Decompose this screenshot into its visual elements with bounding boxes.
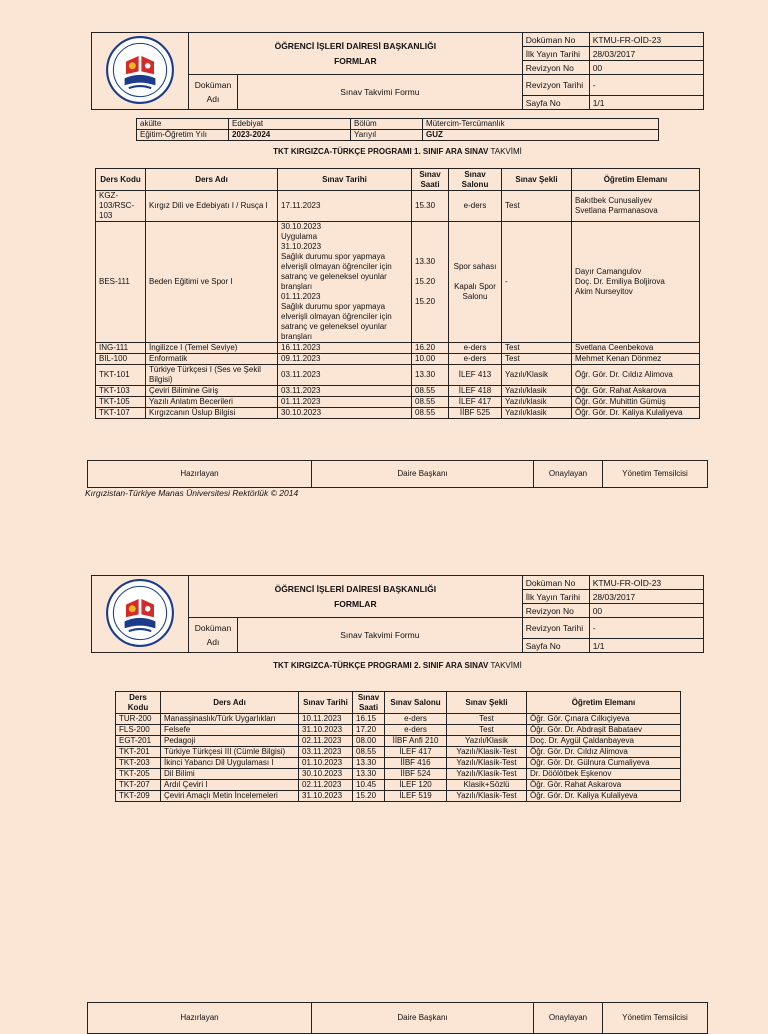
table-cell: 30.10.2023 bbox=[299, 769, 353, 780]
table-cell: Dil Bilimi bbox=[161, 769, 299, 780]
table-cell: 16.15 bbox=[353, 714, 385, 725]
table-cell: - bbox=[502, 222, 572, 343]
table-cell: 02.11.2023 bbox=[299, 736, 353, 747]
table-cell: Yazılı/Klasik bbox=[502, 365, 572, 386]
table-cell: e-ders bbox=[385, 714, 447, 725]
table-cell: Doç. Dr. Aygül Çaldanbayeva bbox=[527, 736, 681, 747]
table-cell: Test bbox=[502, 343, 572, 354]
table-row bbox=[116, 714, 681, 725]
table-row bbox=[116, 791, 681, 802]
column-header: Ders Kodu bbox=[96, 169, 146, 191]
table-cell: İLEF 417 bbox=[449, 397, 502, 408]
table-cell: 02.11.2023 bbox=[299, 780, 353, 791]
doc-name-label-2: Adı bbox=[206, 94, 220, 104]
table-cell: TKT-209 bbox=[116, 791, 161, 802]
sig-approved: Onaylayan bbox=[534, 461, 603, 488]
doc-name: Sınav Takvimi Formu bbox=[238, 618, 523, 653]
column-header: Sınav Tarihi bbox=[299, 692, 353, 714]
sig-representative: Yönetim Temsilcisi bbox=[603, 1003, 708, 1034]
faculty-label: akülte bbox=[137, 119, 229, 130]
table-cell: 10.45 bbox=[353, 780, 385, 791]
dept-value: Mütercim-Tercümanlık bbox=[423, 119, 659, 130]
table-row bbox=[96, 408, 700, 419]
table-cell: Öğr. Gör. Dr. Kaliya Kulaliyeva bbox=[527, 791, 681, 802]
table-row bbox=[96, 365, 700, 386]
table-cell: Öğr. Gör. Dr. Cıldız Alimova bbox=[572, 365, 700, 386]
semester-label: Yarıyıl bbox=[351, 130, 423, 141]
table-cell: 13.30 15.20 15.20 bbox=[412, 222, 449, 343]
column-header: Öğretim Elemanı bbox=[527, 692, 681, 714]
column-header: Ders Adı bbox=[146, 169, 278, 191]
table-cell: Dayır Camangulov Doç. Dr. Emiliya Boljirova Akim Nurseyitov bbox=[572, 222, 700, 343]
table-cell: Test bbox=[502, 191, 572, 222]
table-cell: Pedagoji bbox=[161, 736, 299, 747]
sig-prepared: Hazırlayan bbox=[88, 461, 312, 488]
table-cell: Yazılı/Klasik-Test bbox=[447, 791, 527, 802]
meta-label: İlk Yayın Tarihi bbox=[522, 590, 589, 604]
table-cell: Yazılı/Klasik-Test bbox=[447, 758, 527, 769]
faculty-value: Edebiyat bbox=[229, 119, 351, 130]
table-cell: Çeviri Bilimine Giriş bbox=[146, 386, 278, 397]
table-cell: 13.30 bbox=[412, 365, 449, 386]
meta-label: Sayfa No bbox=[522, 96, 589, 110]
table-header-row bbox=[116, 692, 681, 714]
table-cell: 31.10.2023 bbox=[299, 725, 353, 736]
table-cell: Yazılı/klasik bbox=[502, 397, 572, 408]
org-name: ÖĞRENCİ İŞLERİ DAİRESİ BAŞKANLIĞI bbox=[274, 41, 437, 51]
section1-title-bold: TKT KIRGIZCA-TÜRKÇE PROGRAMI 1. SINIF ARA SINAV bbox=[273, 147, 489, 156]
signature-table-1 bbox=[87, 460, 708, 488]
column-header: Sınav Şekli bbox=[447, 692, 527, 714]
meta-value: 28/03/2017 bbox=[589, 590, 703, 604]
table-cell: e-ders bbox=[449, 191, 502, 222]
table-cell: TKT-105 bbox=[96, 397, 146, 408]
table-cell: TKT-207 bbox=[116, 780, 161, 791]
table-cell: BES-111 bbox=[96, 222, 146, 343]
meta-label: Sayfa No bbox=[522, 639, 589, 653]
table-cell: 09.11.2023 bbox=[278, 354, 412, 365]
table-cell: 03.11.2023 bbox=[299, 747, 353, 758]
column-header: Sınav Salonu bbox=[449, 169, 502, 191]
table-cell: 01.10.2023 bbox=[299, 758, 353, 769]
meta-value: KTMU-FR-OİD-23 bbox=[589, 576, 703, 590]
table-cell: ING-111 bbox=[96, 343, 146, 354]
meta-label: Doküman No bbox=[522, 576, 589, 590]
column-header: Ders Kodu bbox=[116, 692, 161, 714]
year-label: Eğitim-Öğretim Yılı bbox=[137, 130, 229, 141]
table-cell: Klasik+Sözlü bbox=[447, 780, 527, 791]
table-cell: 08.55 bbox=[412, 397, 449, 408]
table-cell: TKT-103 bbox=[96, 386, 146, 397]
section1-title bbox=[91, 147, 704, 156]
table-row bbox=[116, 725, 681, 736]
section2-title-bold: TKT KIRGIZCA-TÜRKÇE PROGRAMI 2. SINIF ARA SINAV bbox=[273, 661, 489, 670]
meta-value: 28/03/2017 bbox=[589, 47, 703, 61]
table-cell: TKT-201 bbox=[116, 747, 161, 758]
table-row bbox=[96, 343, 700, 354]
table-cell: EGT-201 bbox=[116, 736, 161, 747]
table-row bbox=[96, 191, 700, 222]
table-cell: 13.30 bbox=[353, 758, 385, 769]
table-cell: 10.00 bbox=[412, 354, 449, 365]
semester-value: GUZ bbox=[423, 130, 659, 141]
table-cell: Yazılı/klasik bbox=[502, 386, 572, 397]
table-cell: Kırgız Dili ve Edebiyatı I / Rusça I bbox=[146, 191, 278, 222]
column-header: Sınav Saati bbox=[353, 692, 385, 714]
table-cell: 16.20 bbox=[412, 343, 449, 354]
table-cell: İLEF 413 bbox=[449, 365, 502, 386]
table-cell: Yazılı/klasik bbox=[502, 408, 572, 419]
table-row bbox=[96, 222, 700, 343]
doc-name-label bbox=[189, 75, 238, 110]
section1-title-suffix: TAKVİMİ bbox=[488, 147, 522, 156]
table-cell: İLEF 120 bbox=[385, 780, 447, 791]
table-row bbox=[96, 386, 700, 397]
table-cell: Öğr. Gör. Dr. Gülnura Cumaliyeva bbox=[527, 758, 681, 769]
table-cell: 08.55 bbox=[412, 408, 449, 419]
table-cell: TKT-205 bbox=[116, 769, 161, 780]
table-cell: 08.55 bbox=[353, 747, 385, 758]
university-logo-icon bbox=[105, 35, 175, 105]
section2-title bbox=[91, 661, 704, 670]
table-cell: 15.30 bbox=[412, 191, 449, 222]
sig-head: Daire Başkanı bbox=[312, 1003, 534, 1034]
table-cell: 03.11.2023 bbox=[278, 386, 412, 397]
form-header-1 bbox=[91, 32, 704, 110]
doc-name-label bbox=[189, 618, 238, 653]
meta-label: İlk Yayın Tarihi bbox=[522, 47, 589, 61]
table-cell: 10.11.2023 bbox=[299, 714, 353, 725]
table-cell: Enformatik bbox=[146, 354, 278, 365]
doc-name-label-1: Doküman bbox=[194, 623, 232, 633]
table-cell: e-ders bbox=[449, 354, 502, 365]
meta-value: - bbox=[589, 75, 703, 96]
table-cell: 31.10.2023 bbox=[299, 791, 353, 802]
org-subtitle: FORMLAR bbox=[334, 56, 377, 66]
faculty-info-table bbox=[136, 118, 659, 141]
table-cell: İLEF 418 bbox=[449, 386, 502, 397]
org-title bbox=[189, 33, 523, 75]
sig-approved: Onaylayan bbox=[534, 1003, 603, 1034]
column-header: Sınav Salonu bbox=[385, 692, 447, 714]
meta-value: 00 bbox=[589, 61, 703, 75]
table-cell: 30.10.2023 Uygulama 31.10.2023 Sağlık durumu spor yapmaya elverişli olmayan öğrenciler için satranç ve geleneksel oyunlar branşları 01.11.2023 Sağlık durumu spor yapmaya elverişli olmayan öğrenciler için satranç ve geleneksel oyunlar branşları bbox=[278, 222, 412, 343]
org-title bbox=[189, 576, 523, 618]
column-header: Ders Adı bbox=[161, 692, 299, 714]
table-cell: 16.11.2023 bbox=[278, 343, 412, 354]
table-cell: Türkiye Türkçesi I (Ses ve Şekil Bilgisi) bbox=[146, 365, 278, 386]
table-row bbox=[96, 397, 700, 408]
table-cell: Kırgızcanın Üslup Bilgisi bbox=[146, 408, 278, 419]
table-row bbox=[116, 747, 681, 758]
table-cell: Bakıtbek Cunusaliyev Svetlana Parmanasova bbox=[572, 191, 700, 222]
table-cell: İİBF Anfi 210 bbox=[385, 736, 447, 747]
signature-table-2 bbox=[87, 1002, 708, 1034]
table-cell: TUR-200 bbox=[116, 714, 161, 725]
table-cell: BIL-100 bbox=[96, 354, 146, 365]
table-cell: Ardıl Çeviri I bbox=[161, 780, 299, 791]
table-cell: 08.55 bbox=[412, 386, 449, 397]
table-cell: FLS-200 bbox=[116, 725, 161, 736]
table-cell: Öğr. Gör. Muhittin Gümüş bbox=[572, 397, 700, 408]
table-cell: Türkiye Türkçesi III (Cümle Bilgisi) bbox=[161, 747, 299, 758]
meta-value: 1/1 bbox=[589, 96, 703, 110]
table-cell: Manasşinaslık/Türk Uygarlıkları bbox=[161, 714, 299, 725]
meta-label: Revizyon No bbox=[522, 604, 589, 618]
column-header: Sınav Tarihi bbox=[278, 169, 412, 191]
section2-title-suffix: TAKVİMİ bbox=[488, 661, 522, 670]
table-cell: 17.11.2023 bbox=[278, 191, 412, 222]
sig-representative: Yönetim Temsilcisi bbox=[603, 461, 708, 488]
meta-label: Revizyon Tarihi bbox=[522, 75, 589, 96]
sig-prepared: Hazırlayan bbox=[88, 1003, 312, 1034]
table-cell: Mehmet Kenan Dönmez bbox=[572, 354, 700, 365]
table-header-row bbox=[96, 169, 700, 191]
table-cell: 15.20 bbox=[353, 791, 385, 802]
table-cell: İngilizce I (Temel Seviye) bbox=[146, 343, 278, 354]
column-header: Sınav Şekli bbox=[502, 169, 572, 191]
table-cell: Test bbox=[447, 714, 527, 725]
table-cell: İİBF 525 bbox=[449, 408, 502, 419]
table-cell: İİBF 416 bbox=[385, 758, 447, 769]
table-cell: TKT-203 bbox=[116, 758, 161, 769]
dept-label: Bölüm bbox=[351, 119, 423, 130]
table-cell: e-ders bbox=[385, 725, 447, 736]
table-cell: Öğr. Gör. Dr. Cıldız Alimova bbox=[527, 747, 681, 758]
org-subtitle: FORMLAR bbox=[334, 599, 377, 609]
meta-value: - bbox=[589, 618, 703, 639]
table-cell: Çeviri Amaçlı Metin İncelemeleri bbox=[161, 791, 299, 802]
table-cell: İkinci Yabancı Dil Uygulaması I bbox=[161, 758, 299, 769]
table-cell: KGZ-103/RSC-103 bbox=[96, 191, 146, 222]
meta-label: Revizyon No bbox=[522, 61, 589, 75]
table-row bbox=[116, 758, 681, 769]
table-cell: Test bbox=[447, 725, 527, 736]
table-cell: 01.11.2023 bbox=[278, 397, 412, 408]
meta-value: KTMU-FR-OİD-23 bbox=[589, 33, 703, 47]
table-cell: Felsefe bbox=[161, 725, 299, 736]
table-cell: 13.30 bbox=[353, 769, 385, 780]
table-cell: İLEF 519 bbox=[385, 791, 447, 802]
table-row bbox=[96, 354, 700, 365]
table-cell: Öğr. Gör. Rahat Askarova bbox=[572, 386, 700, 397]
table-row bbox=[116, 769, 681, 780]
meta-value: 1/1 bbox=[589, 639, 703, 653]
table-cell: Öğr. Gör. Çınara Cılkıçiyeva bbox=[527, 714, 681, 725]
table-row bbox=[116, 736, 681, 747]
table-cell: Öğr. Gör. Dr. Kaliya Kulaliyeva bbox=[572, 408, 700, 419]
table-cell: Yazılı/Klasik-Test bbox=[447, 769, 527, 780]
exam-schedule-table-1 bbox=[95, 168, 700, 419]
doc-name-label-2: Adı bbox=[206, 637, 220, 647]
table-cell: 17.20 bbox=[353, 725, 385, 736]
table-cell: TKT-101 bbox=[96, 365, 146, 386]
table-cell: Yazılı Anlatım Becerileri bbox=[146, 397, 278, 408]
table-cell: e-ders bbox=[449, 343, 502, 354]
table-cell: Öğr. Gör. Rahat Askarova bbox=[527, 780, 681, 791]
logo-cell bbox=[92, 576, 189, 653]
table-cell: Öğr. Gör. Dr. Abdraşit Babataev bbox=[527, 725, 681, 736]
table-cell: Yazılı/Klasik-Test bbox=[447, 747, 527, 758]
table-cell: TKT-107 bbox=[96, 408, 146, 419]
table-cell: 30.10.2023 bbox=[278, 408, 412, 419]
table-cell: Yazılı/Klasik bbox=[447, 736, 527, 747]
form-header-2 bbox=[91, 575, 704, 653]
table-cell: 08.00 bbox=[353, 736, 385, 747]
university-logo-icon bbox=[105, 578, 175, 648]
column-header: Öğretim Elemanı bbox=[572, 169, 700, 191]
doc-name: Sınav Takvimi Formu bbox=[238, 75, 523, 110]
column-header: Sınav Saati bbox=[412, 169, 449, 191]
doc-name-label-1: Doküman bbox=[194, 80, 232, 90]
exam-schedule-table-2 bbox=[115, 691, 681, 802]
meta-label: Revizyon Tarihi bbox=[522, 618, 589, 639]
table-row bbox=[116, 780, 681, 791]
table-cell: Test bbox=[502, 354, 572, 365]
table-cell: 03.11.2023 bbox=[278, 365, 412, 386]
logo-cell bbox=[92, 33, 189, 110]
table-cell: Spor sahası Kapalı Spor Salonu bbox=[449, 222, 502, 343]
meta-label: Doküman No bbox=[522, 33, 589, 47]
table-cell: Dr. Döölötbek Eşkenov bbox=[527, 769, 681, 780]
table-cell: Beden Eğitimi ve Spor I bbox=[146, 222, 278, 343]
org-name: ÖĞRENCİ İŞLERİ DAİRESİ BAŞKANLIĞI bbox=[274, 584, 437, 594]
meta-value: 00 bbox=[589, 604, 703, 618]
footer-copyright: Kırgızistan-Türkiye Manas Üniversitesi Rektörlük © 2014 bbox=[85, 488, 299, 498]
table-cell: İLEF 417 bbox=[385, 747, 447, 758]
sig-head: Daire Başkanı bbox=[312, 461, 534, 488]
table-cell: Svetlana Ceenbekova bbox=[572, 343, 700, 354]
table-cell: İİBF 524 bbox=[385, 769, 447, 780]
year-value: 2023-2024 bbox=[229, 130, 351, 141]
